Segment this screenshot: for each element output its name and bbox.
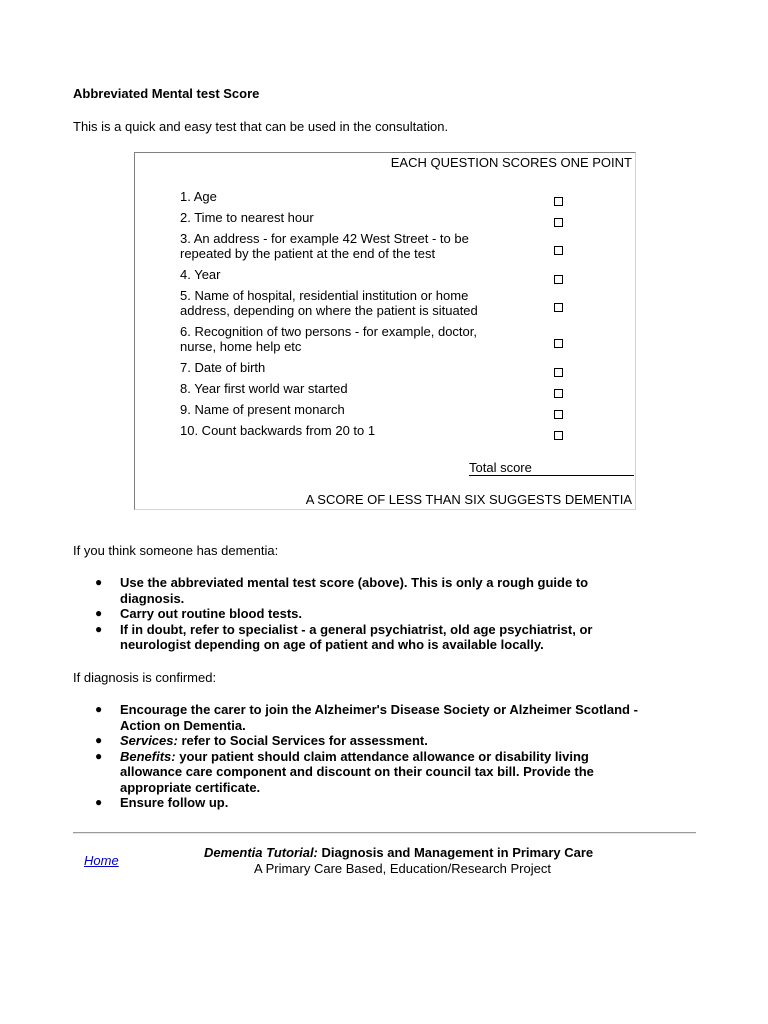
services-label: Services: (120, 733, 178, 748)
list-item-text: Carry out routine blood tests. (120, 606, 303, 621)
list-item-text: Ensure follow up. (120, 795, 229, 810)
confirmed-action-list (73, 702, 698, 811)
question-checkbox[interactable] (554, 218, 563, 227)
dementia-action-list (73, 575, 698, 653)
question-checkbox[interactable] (554, 368, 563, 377)
total-score-line (469, 475, 634, 476)
list-item (73, 795, 698, 811)
question-text: 2. Time to nearest hour (180, 210, 314, 225)
bullet-icon: ● (95, 748, 103, 763)
list-item (73, 749, 698, 796)
question-text: 6. Recognition of two persons - for example, doctor, (180, 324, 477, 339)
question-text: 7. Date of birth (180, 360, 266, 375)
question-checkbox[interactable] (554, 275, 563, 284)
question-text: address, depending on where the patient is situated (180, 303, 478, 318)
list-item (73, 733, 698, 749)
confirmed-intro: If diagnosis is confirmed: (73, 670, 217, 685)
score-table-header: EACH QUESTION SCORES ONE POINT (390, 155, 632, 170)
question-row (180, 267, 510, 282)
question-checkbox[interactable] (554, 389, 563, 398)
list-item-text: If in doubt, refer to specialist - a general psychiatrist, old age psychiatrist, or (120, 621, 593, 637)
list-item (73, 606, 698, 622)
score-table (134, 152, 636, 510)
bullet-icon: ● (95, 575, 103, 589)
list-item-text (120, 749, 698, 765)
list-item-text: Encourage the carer to join the Alzheimer's Disease Society or Alzheimer Scotland - (120, 702, 638, 717)
list-item-text: appropriate certificate. (120, 779, 261, 795)
list-item (73, 622, 698, 653)
score-table-footer: A SCORE OF LESS THAN SIX SUGGESTS DEMENTIA (305, 492, 632, 507)
question-text: 1. Age (180, 189, 217, 204)
services-text: refer to Social Services for assessment. (177, 733, 428, 748)
question-checkbox[interactable] (554, 431, 563, 440)
footer-title-emphasis: Dementia Tutorial: (204, 845, 318, 860)
question-row (180, 189, 510, 204)
list-item-text: Use the abbreviated mental test score (above). This is only a rough guide to (120, 575, 589, 590)
question-row (180, 423, 510, 438)
question-row (180, 360, 510, 375)
question-row (180, 402, 510, 417)
question-checkbox[interactable] (554, 339, 563, 348)
question-checkbox[interactable] (554, 410, 563, 419)
footer-title-text: Diagnosis and Management in Primary Care (317, 845, 594, 860)
question-checkbox[interactable] (554, 246, 563, 255)
question-row (180, 231, 510, 261)
dementia-intro: If you think someone has dementia: (73, 543, 279, 558)
question-row (180, 288, 510, 318)
page-title: Abbreviated Mental test Score (73, 86, 260, 101)
footer-subtitle: A Primary Care Based, Education/Research Project (254, 861, 551, 876)
benefits-label: Benefits: (120, 748, 176, 764)
question-text: nurse, home help etc (180, 339, 302, 354)
question-row (180, 324, 510, 354)
list-item-text: neurologist depending on age of patient and who is available locally. (120, 637, 544, 652)
question-row (180, 210, 510, 225)
question-text: 10. Count backwards from 20 to 1 (180, 423, 376, 438)
bullet-icon: ● (95, 733, 103, 747)
list-item-text: diagnosis. (120, 590, 185, 606)
intro-text: This is a quick and easy test that can be used in the consultation. (73, 119, 449, 134)
question-checkbox[interactable] (554, 197, 563, 206)
bullet-icon: ● (95, 621, 103, 636)
list-item-text: Action on Dementia. (120, 717, 246, 733)
bullet-icon: ● (95, 702, 103, 716)
list-item-text (120, 733, 698, 749)
question-text: 4. Year (180, 267, 221, 282)
bullet-icon: ● (95, 606, 103, 620)
question-text: 8. Year first world war started (180, 381, 348, 396)
question-text: repeated by the patient at the end of the test (180, 246, 436, 261)
question-text: 9. Name of present monarch (180, 402, 345, 417)
question-row (180, 381, 510, 396)
total-score-label: Total score (469, 460, 532, 475)
question-text: 5. Name of hospital, residential institution or home (180, 288, 469, 303)
list-item (73, 575, 698, 606)
question-text: 3. An address - for example 42 West Street - to be (180, 231, 469, 246)
footer-divider (73, 832, 696, 834)
home-link[interactable]: Home (84, 853, 119, 868)
footer-title (204, 845, 593, 860)
bullet-icon: ● (95, 795, 103, 809)
list-item (73, 702, 698, 733)
list-item-text: allowance care component and discount on their council tax bill. Provide the (120, 764, 594, 779)
benefits-text: your patient should claim attendance allowance or disability living (175, 748, 589, 764)
question-checkbox[interactable] (554, 303, 563, 312)
